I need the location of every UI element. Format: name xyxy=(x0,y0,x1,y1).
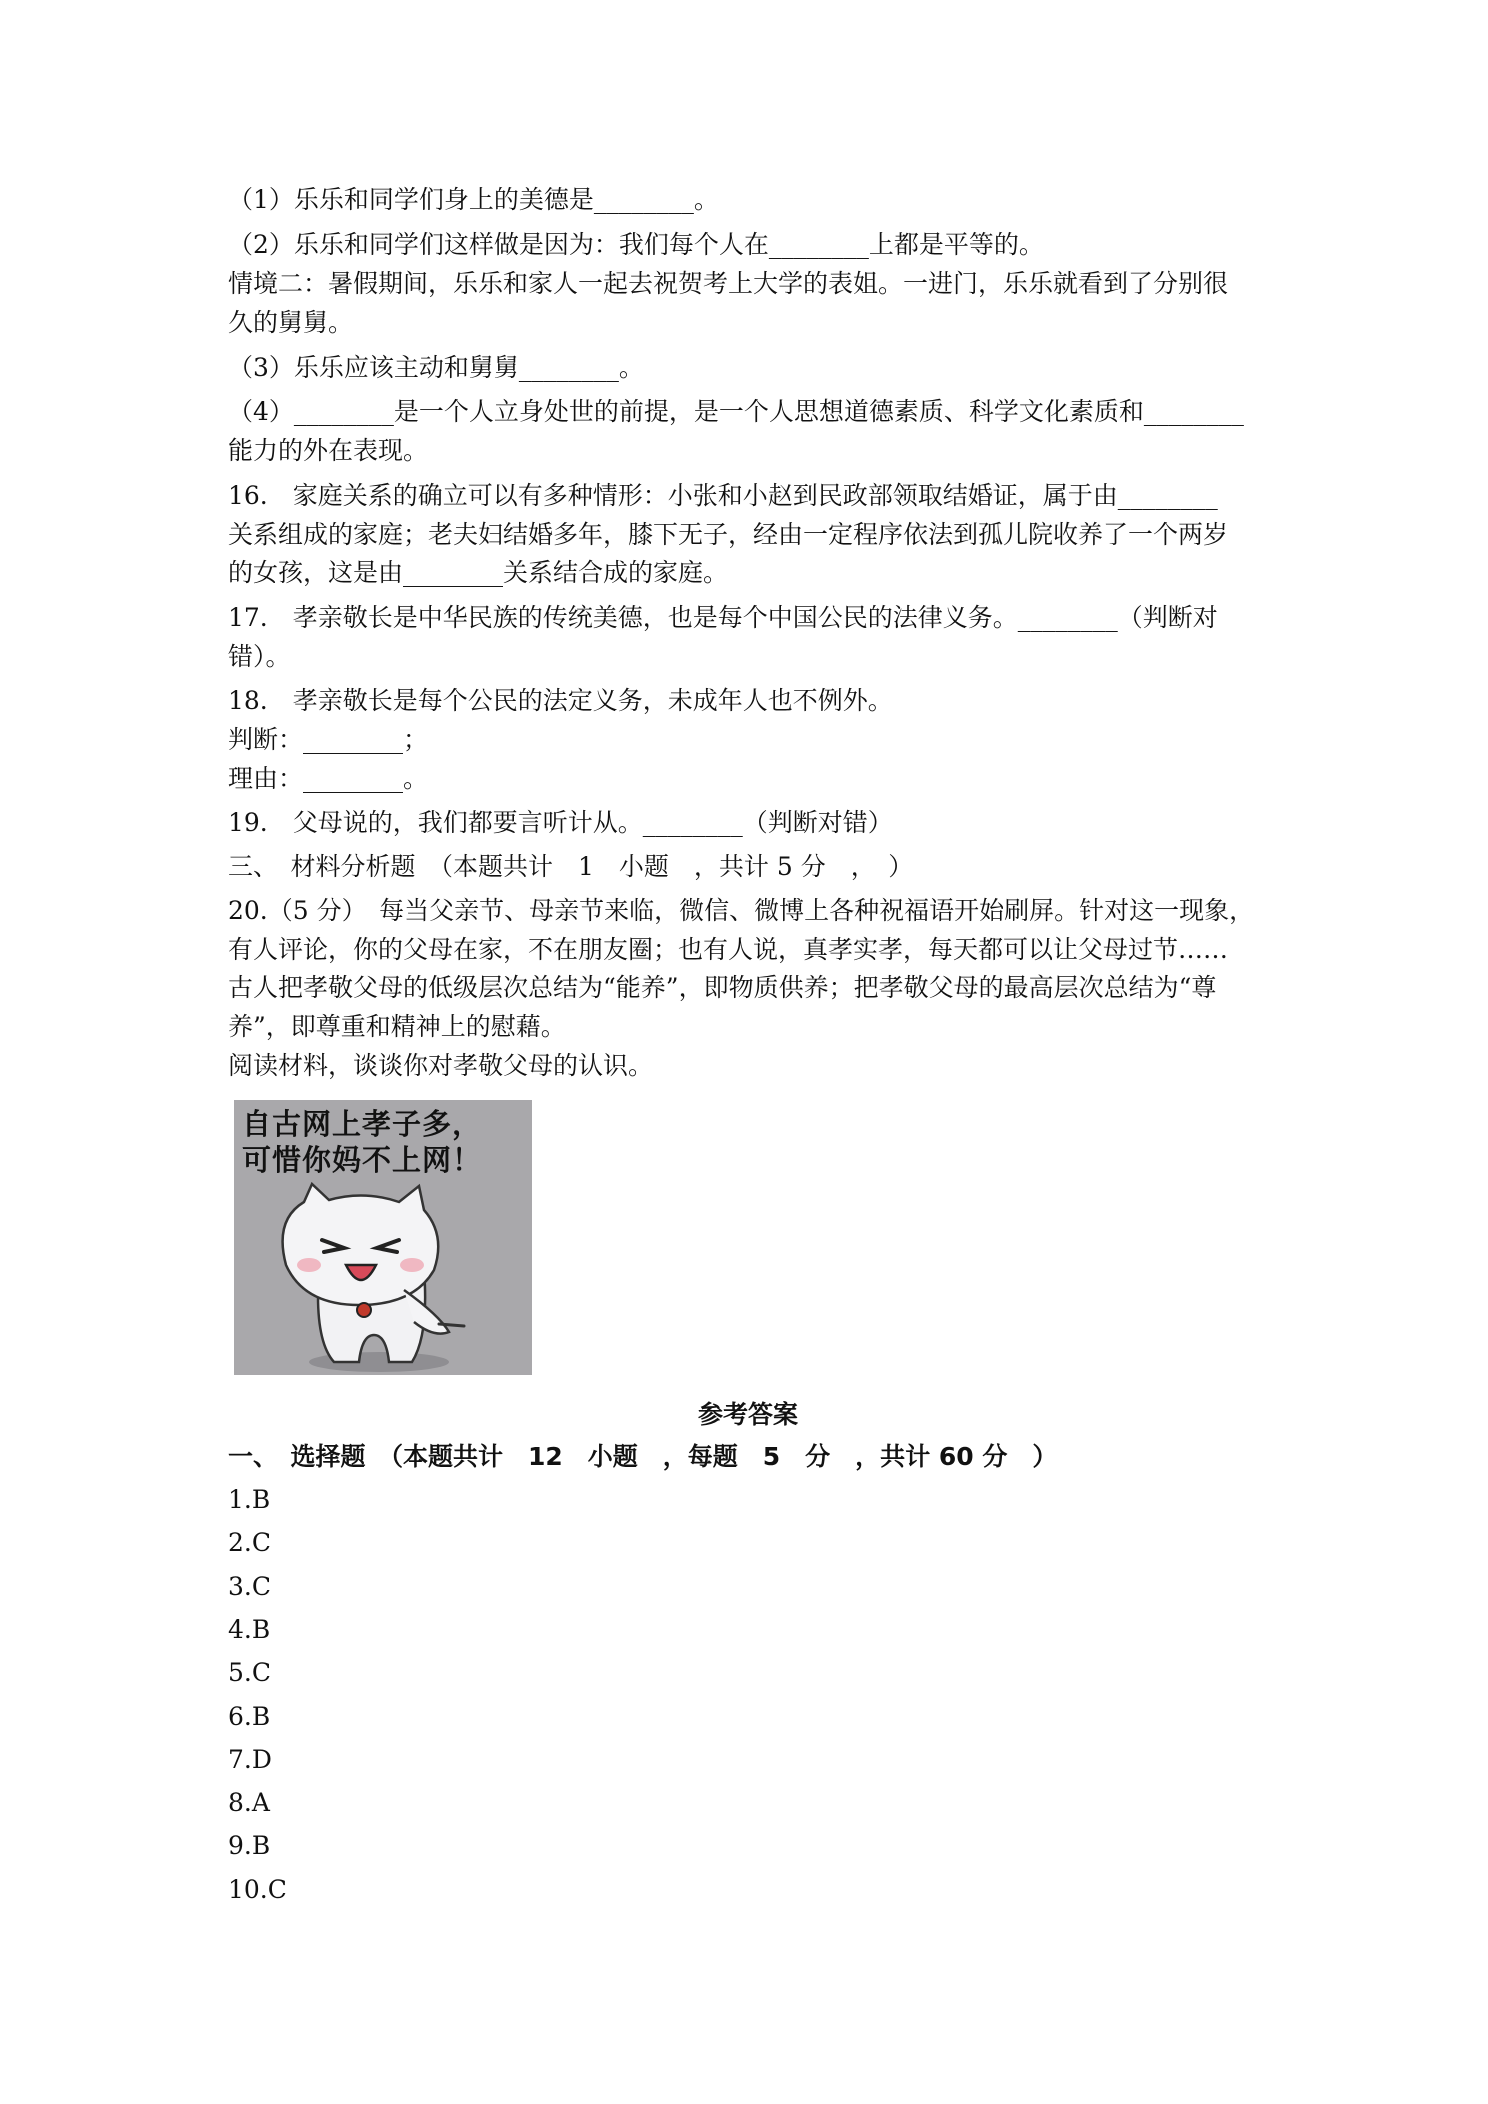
answer-item: 5.C xyxy=(228,1658,271,1687)
answer-item: 7.D xyxy=(228,1745,272,1774)
answer-item: 9.B xyxy=(228,1831,271,1860)
section-title: 一、 选择题 （本题共计 12 小题 ，每题 5 分 ，共计 60 分 ） xyxy=(228,1442,1058,1471)
text-line: 16. 家庭关系的确立可以有多种情形：小张和小赵到民政部领取结婚证，属于由________ xyxy=(228,481,1218,510)
text-line: 20.（5 分） 每当父亲节、母亲节来临，微信、微博上各种祝福语开始刷屏。针对这一现象， xyxy=(228,896,1255,925)
answer-item: 1.B xyxy=(228,1485,271,1514)
text-line: 久的舅舅。 xyxy=(228,308,354,337)
text-line: 18. 孝亲敬长是每个公民的法定义务，未成年人也不例外。 xyxy=(228,686,893,715)
text-line: 养”，即尊重和精神上的慰藉。 xyxy=(228,1012,566,1041)
answers-title: 参考答案 xyxy=(697,1400,798,1429)
meme-image xyxy=(234,1100,532,1375)
text-line: 17. 孝亲敬长是中华民族的传统美德，也是每个中国公民的法律义务。________（判断对 xyxy=(228,603,1218,632)
text-line: 古人把孝敬父母的低级层次总结为“能养”，即物质供养；把孝敬父母的最高层次总结为“尊 xyxy=(228,973,1217,1002)
text-line: 能力的外在表现。 xyxy=(228,436,429,465)
text-line: 三、 材料分析题 （本题共计 1 小题 ，共计 5 分 ， ） xyxy=(228,852,914,881)
answer-item: 4.B xyxy=(228,1615,271,1644)
answer-item: 6.B xyxy=(228,1702,271,1731)
answer-item: 8.A xyxy=(228,1788,270,1817)
text-line: （4）________是一个人立身处世的前提，是一个人思想道德素质、科学文化素质和________ xyxy=(228,397,1244,426)
meme-caption: 自古网上孝子多， 可惜你妈不上网！ xyxy=(242,1107,483,1177)
text-line: 有人评论，你的父母在家，不在朋友圈；也有人说，真孝实孝，每天都可以让父母过节…… xyxy=(228,935,1229,964)
answer-item: 10.C xyxy=(228,1875,287,1904)
text-line: 19. 父母说的，我们都要言听计从。________（判断对错） xyxy=(228,808,893,837)
text-line: （1）乐乐和同学们身上的美德是________。 xyxy=(228,185,719,214)
text-line: （3）乐乐应该主动和舅舅________。 xyxy=(228,353,644,382)
answer-item: 3.C xyxy=(228,1572,271,1601)
text-line: 理由：________。 xyxy=(228,764,429,793)
text-line: 关系组成的家庭；老夫妇结婚多年，膝下无子，经由一定程序依法到孤儿院收养了一个两岁 xyxy=(228,520,1229,549)
text-line: （2）乐乐和同学们这样做是因为：我们每个人在________上都是平等的。 xyxy=(228,230,1044,259)
answer-item: 2.C xyxy=(228,1528,271,1557)
cat-illustration xyxy=(234,1100,532,1375)
text-line: 判断：________； xyxy=(228,725,429,754)
text-line: 情境二：暑假期间，乐乐和家人一起去祝贺考上大学的表姐。一进门，乐乐就看到了分别很 xyxy=(228,269,1229,298)
text-line: 阅读材料，谈谈你对孝敬父母的认识。 xyxy=(228,1051,654,1080)
text-line: 的女孩，这是由________关系结合成的家庭。 xyxy=(228,558,729,587)
text-line: 错）。 xyxy=(228,642,291,671)
